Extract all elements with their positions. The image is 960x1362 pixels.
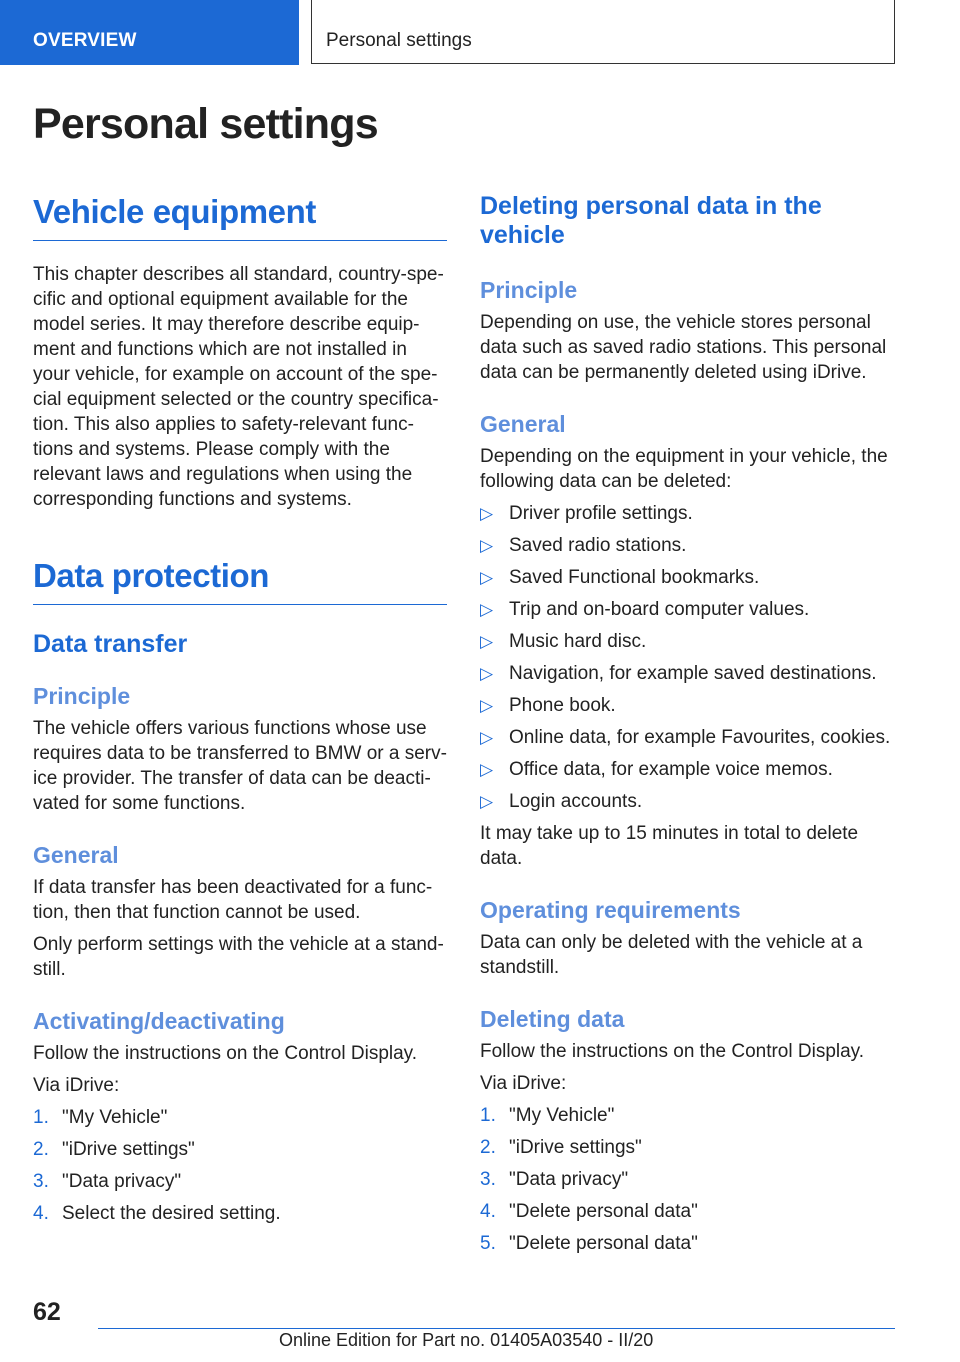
triangle-bullet-icon: ▷ [480, 632, 494, 651]
deletable-data-list [480, 501, 898, 814]
deleting-steps [480, 1103, 898, 1256]
heading-general: General [480, 411, 566, 437]
list-item-text: Saved radio stations. [509, 535, 687, 556]
general-text [480, 444, 898, 494]
triangle-bullet-icon: ▷ [480, 696, 494, 715]
step-text: "Delete personal data" [509, 1233, 698, 1254]
general-text [33, 875, 447, 982]
text-line: cial equipment selected or the country specifica- [33, 389, 439, 410]
text-line: ment and functions which are not installed in [33, 339, 407, 360]
list-item [33, 1169, 447, 1194]
list-item-text: Office data, for example voice memos. [509, 759, 833, 780]
list-item [480, 597, 898, 622]
deleting-instruction: Follow the instructions on the Control Display. [480, 1041, 865, 1062]
list-item [480, 693, 898, 718]
text-line: requires data to be transferred to BMW or a serv- [33, 743, 447, 764]
list-item [480, 1103, 898, 1128]
heading-general: General [33, 842, 119, 868]
heading-activating: Activating/deactivating [33, 1008, 285, 1034]
step-text: Select the desired setting. [62, 1203, 281, 1224]
list-item-text: Login accounts. [509, 791, 643, 812]
text-line: data such as saved radio stations. This personal [480, 337, 887, 358]
list-item-text: Navigation, for example saved destinations. [509, 663, 877, 684]
deleting-via: Via iDrive: [480, 1073, 567, 1094]
list-item [480, 1199, 898, 1224]
list-item [480, 1167, 898, 1192]
list-item [33, 1201, 447, 1226]
principle-text [480, 310, 898, 385]
text-line: ice provider. The transfer of data can be deacti- [33, 768, 431, 789]
step-text: "My Vehicle" [509, 1105, 615, 1126]
step-number: 3. [33, 1171, 49, 1192]
header-topic-box [311, 0, 895, 64]
step-text: "Data privacy" [509, 1169, 629, 1190]
triangle-bullet-icon: ▷ [480, 504, 494, 523]
page-number: 62 [33, 1298, 61, 1326]
heading-data-protection: Data protection [33, 556, 447, 605]
text-line: still. [33, 959, 66, 980]
footer-divider [98, 1328, 895, 1329]
step-number: 5. [480, 1233, 496, 1254]
list-item [480, 789, 898, 814]
heading-deleting-personal-data [480, 192, 898, 250]
list-item [480, 629, 898, 654]
list-item [480, 757, 898, 782]
text-line: tion. This also applies to safety-relevant func- [33, 414, 414, 435]
text-line: data. [480, 848, 523, 869]
list-item [480, 533, 898, 558]
heading-vehicle-equipment: Vehicle equipment [33, 192, 447, 241]
footer-edition: Online Edition for Part no. 01405A03540 - II/20 [279, 1330, 654, 1350]
text-line: The vehicle offers various functions whose use [33, 718, 427, 739]
text-line: It may take up to 15 minutes in total to delete [480, 823, 859, 844]
list-item [480, 661, 898, 686]
list-item [33, 1137, 447, 1162]
text-line: Only perform settings with the vehicle at a stand- [33, 934, 444, 955]
text-line: standstill. [480, 957, 560, 978]
list-item-text: Music hard disc. [509, 631, 647, 652]
heading-line: Deleting personal data in the [480, 192, 822, 220]
heading-principle: Principle [33, 683, 131, 709]
list-item-text: Trip and on-board computer values. [509, 599, 810, 620]
text-line: Data can only be deleted with the vehicle at a [480, 932, 863, 953]
triangle-bullet-icon: ▷ [480, 792, 494, 811]
principle-text [33, 716, 447, 816]
text-line: cific and optional equipment available for the [33, 289, 408, 310]
header-section-tab [0, 0, 299, 65]
heading-principle: Principle [480, 277, 578, 303]
text-line: If data transfer has been deactivated for a func- [33, 877, 433, 898]
general-after-text [480, 821, 898, 871]
triangle-bullet-icon: ▷ [480, 760, 494, 779]
triangle-bullet-icon: ▷ [480, 728, 494, 747]
step-number: 2. [33, 1139, 49, 1160]
heading-line: vehicle [480, 221, 565, 249]
right-column [480, 192, 898, 1256]
step-number: 3. [480, 1169, 496, 1190]
list-item [480, 501, 898, 526]
activating-steps [33, 1105, 447, 1226]
header-section-label: OVERVIEW [33, 30, 137, 51]
step-text: "My Vehicle" [62, 1107, 168, 1128]
list-item [480, 725, 898, 750]
activating-instruction: Follow the instructions on the Control Display. [33, 1043, 418, 1064]
triangle-bullet-icon: ▷ [480, 664, 494, 683]
activating-via: Via iDrive: [33, 1075, 120, 1096]
step-number: 4. [33, 1203, 49, 1224]
heading-data-transfer: Data transfer [33, 630, 188, 658]
page-title: Personal settings [33, 100, 378, 148]
text-line: corresponding functions and systems. [33, 489, 352, 510]
text-line: tions and systems. Please comply with the [33, 439, 390, 460]
text-line: data can be permanently deleted using iDrive. [480, 362, 867, 383]
header-topic-label: Personal settings [326, 30, 472, 51]
step-text: "iDrive settings" [62, 1139, 195, 1160]
list-item [480, 1135, 898, 1160]
text-line: tion, then that function cannot be used. [33, 902, 361, 923]
triangle-bullet-icon: ▷ [480, 600, 494, 619]
triangle-bullet-icon: ▷ [480, 536, 494, 555]
vehicle-equipment-text [33, 262, 447, 512]
text-line: relevant laws and regulations when using the [33, 464, 413, 485]
triangle-bullet-icon: ▷ [480, 568, 494, 587]
text-line: This chapter describes all standard, country-spe- [33, 264, 444, 285]
list-item-text: Online data, for example Favourites, cookies. [509, 727, 891, 748]
list-item-text: Saved Functional bookmarks. [509, 567, 760, 588]
step-text: "Delete personal data" [509, 1201, 698, 1222]
list-item-text: Phone book. [509, 695, 616, 716]
operating-text [480, 930, 898, 980]
list-item [480, 565, 898, 590]
step-number: 1. [480, 1105, 496, 1126]
text-line: Depending on use, the vehicle stores personal [480, 312, 871, 333]
list-item [480, 1231, 898, 1256]
text-line: following data can be deleted: [480, 471, 732, 492]
text-line: vated for some functions. [33, 793, 246, 814]
step-text: "iDrive settings" [509, 1137, 642, 1158]
text-line: your vehicle, for example on account of the spe- [33, 364, 438, 385]
text-line: model series. It may therefore describe equip- [33, 314, 420, 335]
step-number: 2. [480, 1137, 496, 1158]
step-text: "Data privacy" [62, 1171, 182, 1192]
left-column [33, 192, 447, 1226]
heading-deleting-data: Deleting data [480, 1006, 625, 1032]
text-line: Depending on the equipment in your vehicle, the [480, 446, 888, 467]
step-number: 4. [480, 1201, 496, 1222]
step-number: 1. [33, 1107, 49, 1128]
list-item [33, 1105, 447, 1130]
list-item-text: Driver profile settings. [509, 503, 693, 524]
heading-operating-requirements: Operating requirements [480, 897, 741, 923]
